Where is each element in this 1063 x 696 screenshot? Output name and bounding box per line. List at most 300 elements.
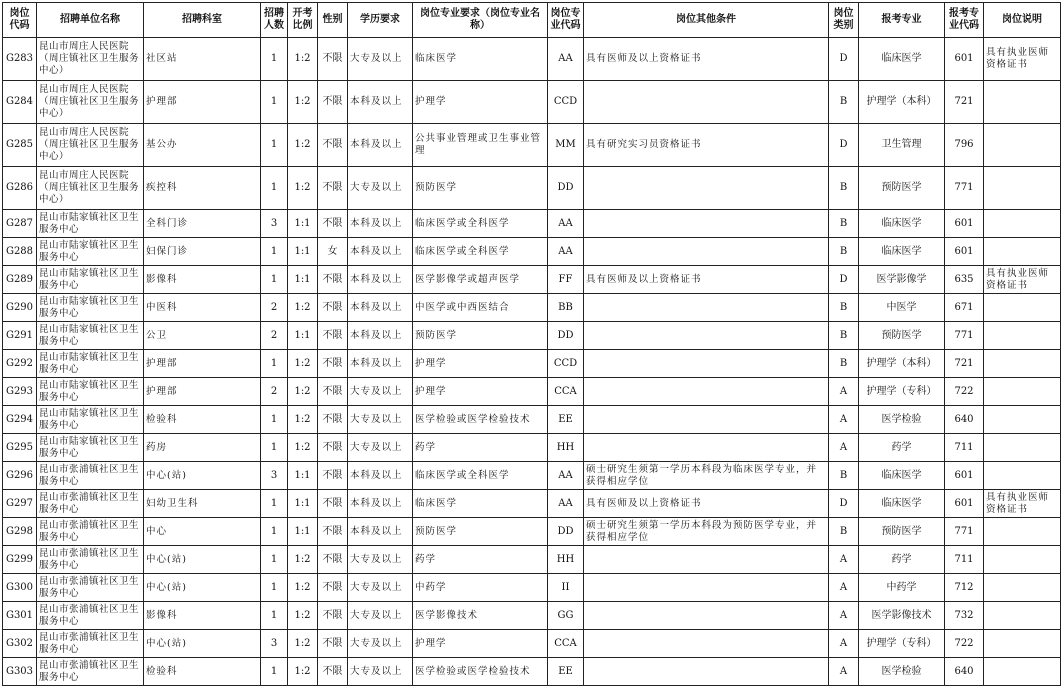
cell-position-category: A [829, 630, 859, 658]
cell-exam-major: 医学影像学 [859, 266, 945, 294]
cell-exam-ratio: 1:2 [288, 81, 318, 124]
cell-department: 中心 [144, 518, 261, 546]
table-body [3, 38, 1061, 686]
cell-exam-major: 医学影像技术 [859, 602, 945, 630]
cell-exam-major-code: 640 [945, 658, 984, 686]
cell-major-requirement: 护理学 [413, 630, 548, 658]
header-education: 学历要求 [348, 3, 413, 38]
cell-major-code: AA [548, 210, 584, 238]
cell-exam-major-code: 601 [945, 490, 984, 518]
cell-department: 全科门诊 [144, 210, 261, 238]
cell-position-note [984, 210, 1061, 238]
header-major-requirement: 岗位专业要求（岗位专业名称） [413, 3, 548, 38]
cell-headcount: 1 [261, 124, 288, 167]
table-row [3, 378, 1061, 406]
cell-education: 大专及以上 [348, 602, 413, 630]
table-row [3, 406, 1061, 434]
header-department: 招聘科室 [144, 3, 261, 38]
cell-exam-major: 护理学（本科） [859, 350, 945, 378]
cell-major-requirement: 护理学 [413, 378, 548, 406]
cell-exam-major: 预防医学 [859, 167, 945, 210]
recruitment-table [2, 2, 1061, 686]
cell-position-category: D [829, 38, 859, 81]
cell-other-conditions [584, 238, 829, 266]
cell-unit-name: 昆山市陆家镇社区卫生服务中心 [37, 322, 144, 350]
cell-unit-name: 昆山市周庄人民医院（周庄镇社区卫生服务中心） [37, 124, 144, 167]
cell-gender: 不限 [318, 294, 348, 322]
table-row [3, 38, 1061, 81]
cell-position-category: B [829, 294, 859, 322]
cell-headcount: 1 [261, 434, 288, 462]
cell-major-code: EE [548, 406, 584, 434]
cell-gender: 不限 [318, 574, 348, 602]
cell-exam-ratio: 1:2 [288, 574, 318, 602]
cell-position-note [984, 630, 1061, 658]
table-row [3, 124, 1061, 167]
cell-education: 本科及以上 [348, 294, 413, 322]
cell-position-category: B [829, 167, 859, 210]
cell-other-conditions [584, 658, 829, 686]
cell-gender: 不限 [318, 38, 348, 81]
cell-other-conditions [584, 406, 829, 434]
cell-position-code: G292 [3, 350, 37, 378]
cell-headcount: 1 [261, 602, 288, 630]
cell-exam-ratio: 1:2 [288, 434, 318, 462]
cell-major-code: AA [548, 38, 584, 81]
cell-major-code: AA [548, 490, 584, 518]
cell-exam-major: 临床医学 [859, 462, 945, 490]
cell-headcount: 1 [261, 266, 288, 294]
cell-department: 检验科 [144, 406, 261, 434]
cell-exam-ratio: 1:2 [288, 658, 318, 686]
cell-major-requirement: 医学影像技术 [413, 602, 548, 630]
cell-education: 本科及以上 [348, 518, 413, 546]
cell-position-category: A [829, 602, 859, 630]
cell-unit-name: 昆山市张浦镇社区卫生服务中心 [37, 658, 144, 686]
table-row [3, 630, 1061, 658]
cell-position-category: B [829, 518, 859, 546]
header-position-note: 岗位说明 [984, 3, 1061, 38]
cell-department: 中心(站) [144, 630, 261, 658]
cell-exam-major: 护理学（专科） [859, 630, 945, 658]
table-row [3, 322, 1061, 350]
cell-department: 妇幼卫生科 [144, 490, 261, 518]
cell-other-conditions: 具有研究实习员资格证书 [584, 124, 829, 167]
cell-gender: 不限 [318, 210, 348, 238]
cell-education: 本科及以上 [348, 81, 413, 124]
cell-exam-major-code: 640 [945, 406, 984, 434]
cell-position-category: B [829, 81, 859, 124]
cell-exam-ratio: 1:1 [288, 238, 318, 266]
cell-education: 大专及以上 [348, 167, 413, 210]
cell-exam-major: 医学检验 [859, 406, 945, 434]
cell-exam-major-code: 601 [945, 462, 984, 490]
cell-position-code: G283 [3, 38, 37, 81]
cell-department: 护理部 [144, 350, 261, 378]
cell-unit-name: 昆山市张浦镇社区卫生服务中心 [37, 574, 144, 602]
cell-education: 大专及以上 [348, 574, 413, 602]
cell-position-note [984, 322, 1061, 350]
cell-position-category: A [829, 406, 859, 434]
cell-exam-ratio: 1:2 [288, 350, 318, 378]
cell-position-category: B [829, 210, 859, 238]
cell-position-note [984, 602, 1061, 630]
table-row [3, 546, 1061, 574]
cell-position-code: G299 [3, 546, 37, 574]
cell-department: 中医科 [144, 294, 261, 322]
cell-exam-ratio: 1:1 [288, 210, 318, 238]
cell-exam-major-code: 721 [945, 81, 984, 124]
cell-education: 大专及以上 [348, 658, 413, 686]
cell-position-category: A [829, 434, 859, 462]
cell-exam-major: 医学检验 [859, 658, 945, 686]
table-row [3, 350, 1061, 378]
cell-position-note [984, 124, 1061, 167]
table-row [3, 658, 1061, 686]
cell-gender: 不限 [318, 658, 348, 686]
cell-exam-ratio: 1:2 [288, 167, 318, 210]
cell-position-note [984, 238, 1061, 266]
table-row [3, 210, 1061, 238]
cell-unit-name: 昆山市陆家镇社区卫生服务中心 [37, 266, 144, 294]
table-row [3, 81, 1061, 124]
cell-gender: 不限 [318, 378, 348, 406]
cell-position-category: A [829, 658, 859, 686]
header-gender: 性别 [318, 3, 348, 38]
cell-position-code: G295 [3, 434, 37, 462]
cell-unit-name: 昆山市陆家镇社区卫生服务中心 [37, 238, 144, 266]
cell-headcount: 2 [261, 322, 288, 350]
cell-unit-name: 昆山市张浦镇社区卫生服务中心 [37, 602, 144, 630]
cell-major-requirement: 预防医学 [413, 518, 548, 546]
cell-other-conditions [584, 322, 829, 350]
cell-other-conditions [584, 350, 829, 378]
cell-exam-ratio: 1:1 [288, 266, 318, 294]
cell-gender: 不限 [318, 602, 348, 630]
cell-exam-ratio: 1:2 [288, 38, 318, 81]
cell-position-code: G291 [3, 322, 37, 350]
cell-other-conditions [584, 81, 829, 124]
cell-other-conditions [584, 294, 829, 322]
cell-unit-name: 昆山市陆家镇社区卫生服务中心 [37, 294, 144, 322]
cell-position-note [984, 378, 1061, 406]
cell-exam-major-code: 711 [945, 434, 984, 462]
cell-major-requirement: 护理学 [413, 81, 548, 124]
cell-unit-name: 昆山市周庄人民医院（周庄镇社区卫生服务中心） [37, 38, 144, 81]
cell-position-category: B [829, 462, 859, 490]
cell-education: 大专及以上 [348, 546, 413, 574]
cell-other-conditions [584, 546, 829, 574]
cell-education: 本科及以上 [348, 266, 413, 294]
cell-exam-major-code: 771 [945, 167, 984, 210]
cell-headcount: 3 [261, 630, 288, 658]
cell-education: 本科及以上 [348, 462, 413, 490]
cell-department: 基公办 [144, 124, 261, 167]
cell-exam-major: 药学 [859, 546, 945, 574]
cell-exam-major-code: 796 [945, 124, 984, 167]
cell-gender: 不限 [318, 350, 348, 378]
cell-other-conditions: 具有医师及以上资格证书 [584, 266, 829, 294]
cell-education: 本科及以上 [348, 350, 413, 378]
cell-major-requirement: 临床医学或全科医学 [413, 210, 548, 238]
cell-exam-ratio: 1:2 [288, 294, 318, 322]
cell-position-note [984, 658, 1061, 686]
cell-education: 本科及以上 [348, 238, 413, 266]
cell-major-code: BB [548, 294, 584, 322]
cell-position-code: G284 [3, 81, 37, 124]
cell-major-requirement: 中药学 [413, 574, 548, 602]
cell-department: 中心(站) [144, 462, 261, 490]
cell-department: 中心(站) [144, 546, 261, 574]
cell-major-requirement: 预防医学 [413, 167, 548, 210]
cell-department: 影像科 [144, 602, 261, 630]
cell-major-requirement: 公共事业管理或卫生事业管理 [413, 124, 548, 167]
cell-exam-ratio: 1:1 [288, 462, 318, 490]
cell-gender: 不限 [318, 490, 348, 518]
cell-exam-major-code: 721 [945, 350, 984, 378]
cell-gender: 不限 [318, 434, 348, 462]
table-row [3, 266, 1061, 294]
cell-gender: 不限 [318, 546, 348, 574]
cell-exam-ratio: 1:2 [288, 630, 318, 658]
cell-major-code: HH [548, 546, 584, 574]
cell-education: 本科及以上 [348, 124, 413, 167]
cell-exam-major: 预防医学 [859, 322, 945, 350]
cell-exam-major: 中医学 [859, 294, 945, 322]
cell-unit-name: 昆山市张浦镇社区卫生服务中心 [37, 546, 144, 574]
cell-exam-ratio: 1:2 [288, 602, 318, 630]
cell-department: 疾控科 [144, 167, 261, 210]
cell-position-category: A [829, 378, 859, 406]
cell-unit-name: 昆山市陆家镇社区卫生服务中心 [37, 350, 144, 378]
cell-exam-ratio: 1:1 [288, 322, 318, 350]
cell-position-note: 具有执业医师资格证书 [984, 38, 1061, 81]
cell-position-note [984, 518, 1061, 546]
cell-other-conditions: 硕士研究生须第一学历本科段为预防医学专业，并获得相应学位 [584, 518, 829, 546]
cell-exam-ratio: 1:2 [288, 546, 318, 574]
cell-exam-major: 卫生管理 [859, 124, 945, 167]
cell-headcount: 1 [261, 490, 288, 518]
cell-gender: 不限 [318, 462, 348, 490]
cell-position-code: G303 [3, 658, 37, 686]
cell-other-conditions [584, 434, 829, 462]
cell-exam-ratio: 1:1 [288, 490, 318, 518]
cell-position-code: G287 [3, 210, 37, 238]
cell-other-conditions [584, 167, 829, 210]
cell-major-requirement: 临床医学 [413, 490, 548, 518]
header-unit-name: 招聘单位名称 [37, 3, 144, 38]
cell-position-code: G290 [3, 294, 37, 322]
cell-major-requirement: 临床医学 [413, 38, 548, 81]
cell-major-code: DD [548, 167, 584, 210]
cell-headcount: 1 [261, 546, 288, 574]
cell-department: 药房 [144, 434, 261, 462]
cell-major-requirement: 临床医学或全科医学 [413, 238, 548, 266]
cell-position-code: G289 [3, 266, 37, 294]
cell-unit-name: 昆山市陆家镇社区卫生服务中心 [37, 406, 144, 434]
cell-gender: 不限 [318, 322, 348, 350]
cell-department: 公卫 [144, 322, 261, 350]
cell-exam-major-code: 771 [945, 322, 984, 350]
cell-exam-major: 中药学 [859, 574, 945, 602]
cell-position-code: G296 [3, 462, 37, 490]
cell-major-requirement: 医学影像学或超声医学 [413, 266, 548, 294]
cell-gender: 不限 [318, 406, 348, 434]
cell-other-conditions [584, 630, 829, 658]
cell-exam-major: 临床医学 [859, 490, 945, 518]
cell-exam-major-code: 732 [945, 602, 984, 630]
cell-position-category: B [829, 322, 859, 350]
cell-position-note [984, 574, 1061, 602]
cell-other-conditions [584, 574, 829, 602]
cell-headcount: 1 [261, 38, 288, 81]
cell-exam-major: 药学 [859, 434, 945, 462]
cell-exam-major: 临床医学 [859, 38, 945, 81]
cell-unit-name: 昆山市张浦镇社区卫生服务中心 [37, 462, 144, 490]
cell-headcount: 1 [261, 574, 288, 602]
cell-unit-name: 昆山市陆家镇社区卫生服务中心 [37, 378, 144, 406]
cell-headcount: 1 [261, 406, 288, 434]
cell-unit-name: 昆山市张浦镇社区卫生服务中心 [37, 518, 144, 546]
cell-exam-major-code: 722 [945, 378, 984, 406]
header-exam-major: 报考专业 [859, 3, 945, 38]
table-row [3, 490, 1061, 518]
cell-major-code: AA [548, 238, 584, 266]
cell-headcount: 2 [261, 378, 288, 406]
header-position-code: 岗位代码 [3, 3, 37, 38]
cell-headcount: 1 [261, 238, 288, 266]
cell-gender: 女 [318, 238, 348, 266]
cell-position-code: G294 [3, 406, 37, 434]
cell-unit-name: 昆山市张浦镇社区卫生服务中心 [37, 630, 144, 658]
table-row [3, 462, 1061, 490]
cell-position-note [984, 546, 1061, 574]
table-row [3, 518, 1061, 546]
table-row [3, 602, 1061, 630]
cell-major-requirement: 药学 [413, 546, 548, 574]
cell-major-requirement: 临床医学或全科医学 [413, 462, 548, 490]
cell-position-note: 具有执业医师资格证书 [984, 490, 1061, 518]
cell-position-code: G298 [3, 518, 37, 546]
cell-major-code: DD [548, 518, 584, 546]
cell-headcount: 3 [261, 462, 288, 490]
cell-major-requirement: 预防医学 [413, 322, 548, 350]
cell-major-requirement: 医学检验或医学检验技术 [413, 658, 548, 686]
cell-department: 护理部 [144, 378, 261, 406]
cell-major-code: CCA [548, 378, 584, 406]
cell-other-conditions: 具有医师及以上资格证书 [584, 38, 829, 81]
cell-department: 社区站 [144, 38, 261, 81]
cell-education: 本科及以上 [348, 210, 413, 238]
cell-major-code: CCA [548, 630, 584, 658]
cell-major-code: CCD [548, 350, 584, 378]
cell-position-code: G300 [3, 574, 37, 602]
cell-exam-ratio: 1:2 [288, 378, 318, 406]
cell-gender: 不限 [318, 124, 348, 167]
table-row [3, 434, 1061, 462]
cell-gender: 不限 [318, 266, 348, 294]
cell-major-code: DD [548, 322, 584, 350]
cell-department: 中心(站) [144, 574, 261, 602]
cell-headcount: 1 [261, 350, 288, 378]
cell-exam-ratio: 1:1 [288, 518, 318, 546]
cell-gender: 不限 [318, 518, 348, 546]
cell-headcount: 2 [261, 294, 288, 322]
cell-exam-major: 临床医学 [859, 210, 945, 238]
cell-gender: 不限 [318, 630, 348, 658]
cell-major-code: II [548, 574, 584, 602]
cell-other-conditions: 具有医师及以上资格证书 [584, 490, 829, 518]
cell-department: 妇保门诊 [144, 238, 261, 266]
cell-exam-major-code: 601 [945, 238, 984, 266]
cell-exam-major-code: 771 [945, 518, 984, 546]
cell-major-code: CCD [548, 81, 584, 124]
cell-position-code: G288 [3, 238, 37, 266]
cell-exam-major-code: 601 [945, 210, 984, 238]
table-row [3, 574, 1061, 602]
cell-position-category: A [829, 574, 859, 602]
cell-major-requirement: 药学 [413, 434, 548, 462]
cell-department: 检验科 [144, 658, 261, 686]
cell-major-code: HH [548, 434, 584, 462]
header-position-category: 岗位类别 [829, 3, 859, 38]
cell-major-requirement: 护理学 [413, 350, 548, 378]
cell-position-category: B [829, 350, 859, 378]
cell-position-note [984, 406, 1061, 434]
cell-exam-major-code: 712 [945, 574, 984, 602]
cell-exam-ratio: 1:2 [288, 406, 318, 434]
cell-exam-ratio: 1:2 [288, 124, 318, 167]
cell-position-code: G285 [3, 124, 37, 167]
cell-exam-major: 临床医学 [859, 238, 945, 266]
cell-position-note: 具有执业医师资格证书 [984, 266, 1061, 294]
cell-position-category: B [829, 238, 859, 266]
cell-major-code: EE [548, 658, 584, 686]
cell-headcount: 1 [261, 658, 288, 686]
table-row [3, 238, 1061, 266]
cell-education: 大专及以上 [348, 378, 413, 406]
cell-major-code: FF [548, 266, 584, 294]
cell-unit-name: 昆山市陆家镇社区卫生服务中心 [37, 434, 144, 462]
cell-unit-name: 昆山市张浦镇社区卫生服务中心 [37, 490, 144, 518]
table-row [3, 167, 1061, 210]
cell-unit-name: 昆山市周庄人民医院（周庄镇社区卫生服务中心） [37, 81, 144, 124]
cell-education: 本科及以上 [348, 490, 413, 518]
cell-department: 护理部 [144, 81, 261, 124]
cell-exam-major-code: 671 [945, 294, 984, 322]
cell-unit-name: 昆山市周庄人民医院（周庄镇社区卫生服务中心） [37, 167, 144, 210]
cell-position-code: G293 [3, 378, 37, 406]
cell-gender: 不限 [318, 81, 348, 124]
cell-major-code: AA [548, 462, 584, 490]
cell-exam-major-code: 635 [945, 266, 984, 294]
cell-position-note [984, 350, 1061, 378]
cell-headcount: 1 [261, 518, 288, 546]
cell-other-conditions [584, 378, 829, 406]
header-headcount: 招聘人数 [261, 3, 288, 38]
cell-position-note [984, 167, 1061, 210]
cell-headcount: 1 [261, 167, 288, 210]
cell-position-note [984, 462, 1061, 490]
cell-major-code: GG [548, 602, 584, 630]
cell-other-conditions: 硕士研究生须第一学历本科段为临床医学专业，并获得相应学位 [584, 462, 829, 490]
cell-major-requirement: 医学检验或医学检验技术 [413, 406, 548, 434]
cell-position-code: G301 [3, 602, 37, 630]
cell-gender: 不限 [318, 167, 348, 210]
cell-position-note [984, 81, 1061, 124]
cell-position-code: G297 [3, 490, 37, 518]
header-major-code: 岗位专业代码 [548, 3, 584, 38]
